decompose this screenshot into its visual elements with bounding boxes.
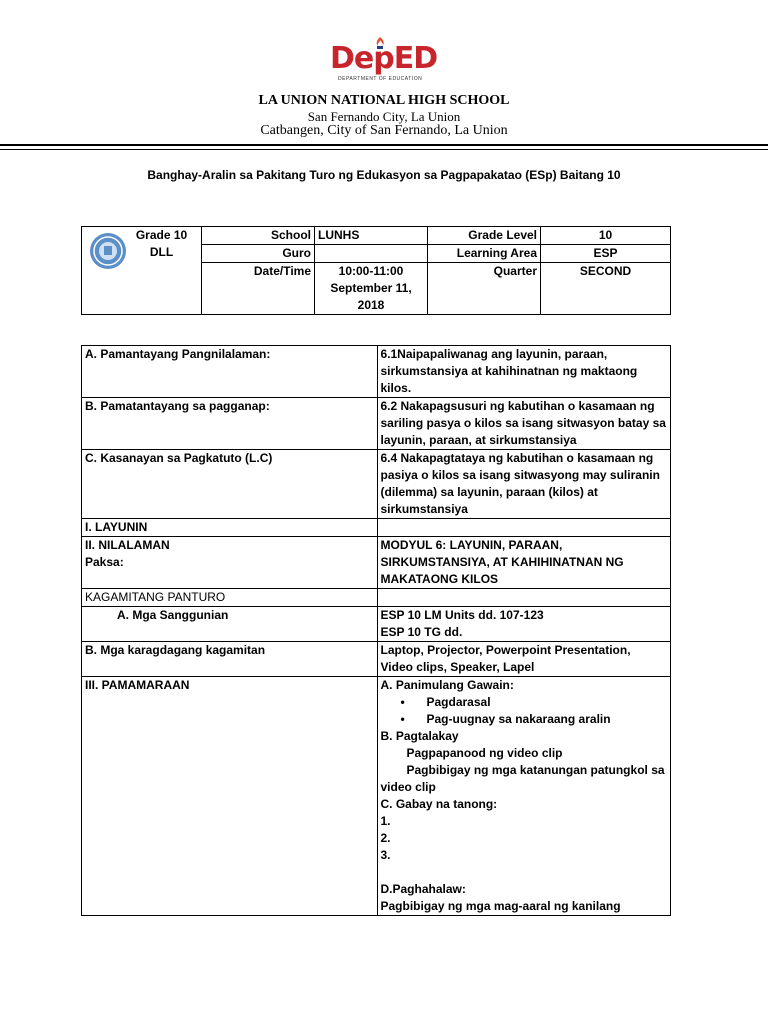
gabay-number: 1. <box>380 814 391 828</box>
datetime-date: September 11, <box>330 281 412 295</box>
paksa-label: Paksa: <box>85 555 124 569</box>
table-row <box>82 346 671 398</box>
table-row <box>82 607 671 642</box>
lesson-plan-table <box>81 345 671 916</box>
quarter-label: Quarter <box>428 263 541 315</box>
row-a-label: A. Pamantayang Pangnilalaman: <box>82 346 378 398</box>
nilalaman-label: II. NILALAMAN <box>85 538 170 552</box>
school-seal-icon <box>89 232 127 270</box>
layunin-value <box>377 519 671 537</box>
paghahalaw-heading: D.Paghahalaw: <box>380 882 466 896</box>
logo-subtitle: DEPARTMENT OF EDUCATION <box>338 76 423 82</box>
quarter-value: SECOND <box>541 263 671 315</box>
modyul-line: SIRKUMSTANSIYA, AT KAHIHINATNAN NG <box>380 555 624 569</box>
karagdagang-value <box>377 642 671 677</box>
row-c-line: 6.4 Nakapagtataya ng kabutihan o kasamaan ng <box>380 451 654 465</box>
dll-label: DLL <box>149 245 174 259</box>
table-row <box>82 537 671 589</box>
sanggunian-value <box>377 607 671 642</box>
grade-label: Grade 10 <box>135 228 188 242</box>
school-name: LA UNION NATIONAL HIGH SCHOOL <box>258 93 510 108</box>
table-row <box>82 589 671 607</box>
table-row <box>82 398 671 450</box>
row-c-line: pasiya o kilos sa isang sitwasyong may suliranin <box>380 468 660 482</box>
modyul-line: MODYUL 6: LAYUNIN, PARAAN, <box>380 538 563 552</box>
school-address: Catbangen, City of San Fernando, La Union <box>260 123 508 138</box>
datetime-value <box>315 263 428 315</box>
gabay-number: 3. <box>380 848 391 862</box>
pagtalakay-item-cont: video clip <box>380 780 436 794</box>
datetime-time: 10:00-11:00 <box>338 264 404 278</box>
kagamitan-label: KAGAMITANG PANTURO <box>82 589 378 607</box>
grade-level-label: Grade Level <box>428 227 541 245</box>
modyul-line: MAKATAONG KILOS <box>380 572 499 586</box>
table-row <box>82 450 671 519</box>
row-b-value <box>377 398 671 450</box>
row-a-line: 6.1Naipapaliwanag ang layunin, paraan, <box>380 347 608 361</box>
row-a-value <box>377 346 671 398</box>
pagtalakay-item: Pagpapanood ng video clip <box>406 746 563 760</box>
panimula-heading: A. Panimulang Gawain: <box>380 678 514 692</box>
kagamitan-value <box>377 589 671 607</box>
karagdagang-line: Laptop, Projector, Powerpoint Presentation, <box>380 643 631 657</box>
grade-level-value: 10 <box>541 227 671 245</box>
school-value: LUNHS <box>315 227 428 245</box>
spacer <box>381 864 668 881</box>
nilalaman-cell <box>82 537 378 589</box>
row-b-line: layunin, paraan, at sirkumstansiya <box>380 433 577 447</box>
document-title: Banghay-Aralin sa Pakitang Turo ng Edukasyon sa Pagpapakatao (ESp) Baitang 10 <box>147 168 621 182</box>
row-c-line: sirkumstansiya <box>380 502 468 516</box>
guro-value <box>315 245 428 263</box>
datetime-year: 2018 <box>357 298 385 312</box>
karagdagang-line: Video clips, Speaker, Lapel <box>380 660 535 674</box>
table-row <box>82 519 671 537</box>
info-table <box>81 226 671 315</box>
row-b-line: sariling pasya o kilos sa isang sitwasyon batay sa <box>380 416 666 430</box>
deped-logo <box>330 36 436 88</box>
gabay-heading: C. Gabay na tanong: <box>380 797 498 811</box>
seal-cell <box>82 227 202 315</box>
modyul-value <box>377 537 671 589</box>
table-row <box>82 642 671 677</box>
row-b-label: B. Pamatantayang sa pagganap: <box>82 398 378 450</box>
row-c-line: (dilemma) sa layunin, paraan (kilos) at <box>380 485 598 499</box>
bullet-item: • Pagdarasal <box>381 694 668 711</box>
sanggunian-line: ESP 10 TG dd. <box>380 625 463 639</box>
table-row <box>82 677 671 916</box>
bullet-item: • Pag-uugnay sa nakaraang aralin <box>381 711 668 728</box>
pamamaraan-value <box>377 677 671 916</box>
pamamaraan-label: III. PAMAMARAAN <box>82 677 378 916</box>
pagtalakay-heading: B. Pagtalakay <box>380 729 459 743</box>
layunin-label: I. LAYUNIN <box>82 519 378 537</box>
school-label: School <box>202 227 315 245</box>
header-rule-thin <box>0 149 768 150</box>
karagdagang-label: B. Mga karagdagang kagamitan <box>82 642 378 677</box>
guro-label: Guro <box>202 245 315 263</box>
learning-area-value: ESP <box>541 245 671 263</box>
logo-text: DepED <box>330 41 438 76</box>
row-a-line: sirkumstansiya at kahihinatnan ng maktaong <box>380 364 638 378</box>
row-b-line: 6.2 Nakapagsusuri ng kabutihan o kasamaan ng <box>380 399 655 413</box>
datetime-label: Date/Time <box>202 263 315 315</box>
learning-area-label: Learning Area <box>428 245 541 263</box>
row-c-label: C. Kasanayan sa Pagkatuto (L.C) <box>82 450 378 519</box>
sanggunian-label: A. Mga Sanggunian <box>82 607 378 642</box>
gabay-number: 2. <box>380 831 391 845</box>
sanggunian-line: ESP 10 LM Units dd. 107-123 <box>380 608 544 622</box>
paghahalaw-item: Pagbibigay ng mga mag-aaral ng kanilang <box>380 899 621 913</box>
header-rule-thick <box>0 144 768 146</box>
row-a-line: kilos. <box>380 381 412 395</box>
pagtalakay-item: Pagbibigay ng mga katanungan patungkol sa <box>406 763 665 777</box>
row-c-value <box>377 450 671 519</box>
school-city: San Fernando City, La Union <box>307 109 461 124</box>
